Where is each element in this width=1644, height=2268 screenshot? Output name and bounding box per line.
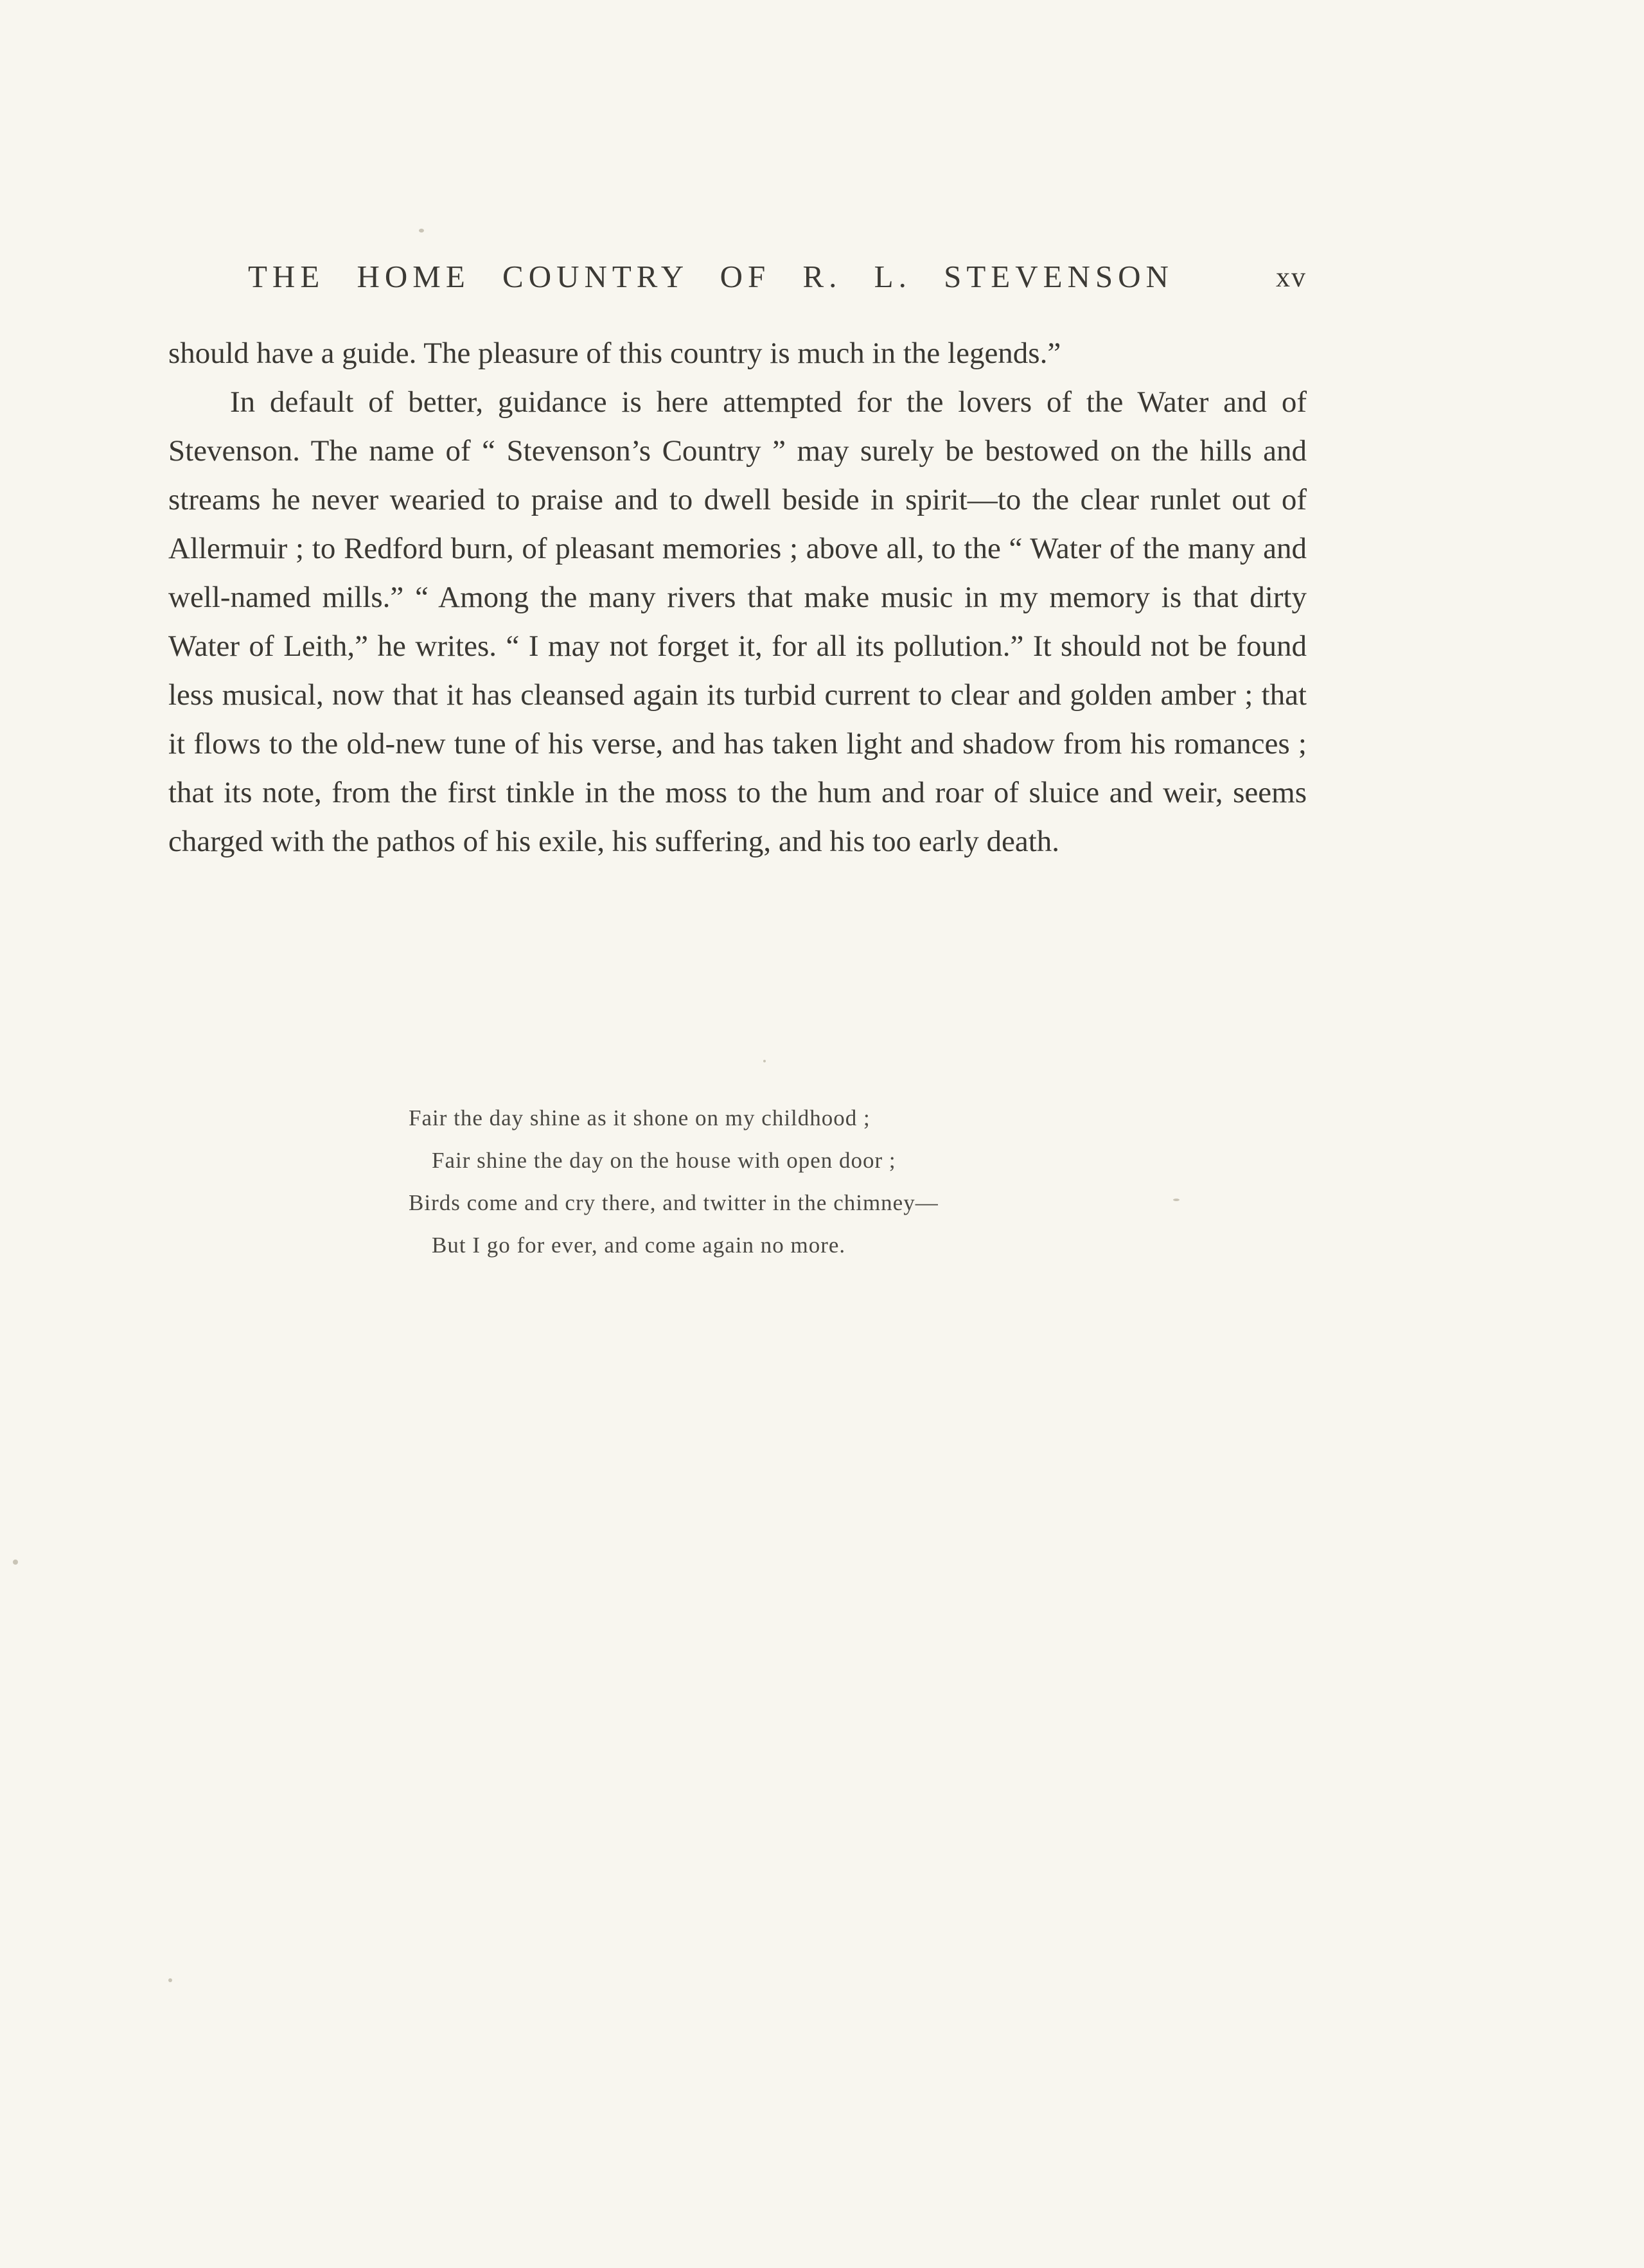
paper-speck [1173,1199,1180,1201]
page-number: xv [1276,261,1307,293]
paragraph: In default of better, guidance is here attempted for the lovers of the Water and of Stevenson. The name of “ Stevenson’s Country ” may surely be bestowed on the hills and streams he never wearied to praise and to dwell beside in spirit—to the clear runlet out of Allermuir ; to Redford burn, of pleasant memories ; above all, to the “ Water of the many and well-named mills.” “ Among the many rivers that make music in my memory is that dirty Water of Leith,” he writes. “ I may not forget it, for all its pollution.” It should not be found less musical, now that it has cleansed again its turbid current to clear and golden amber ; that it flows to the old-new tune of his verse, and has taken light and shadow from his romances ; that its note, from the first tinkle in the moss to the hum and roar of sluice and weir, seems charged with the pathos of his exile, his suffering, and his too early death. [168,385,1307,858]
paper-speck [168,1978,172,1982]
running-title: THE HOME COUNTRY OF R. L. STEVENSON [248,259,1174,294]
body-text [168,329,1307,866]
verse-line: But I go for ever, and come again no more. [432,1233,846,1258]
paper-speck [13,1560,18,1565]
verse-quotation [409,1097,1180,1267]
paragraph-continued: should have a guide. The pleasure of this country is much in the legends.” [168,337,1061,370]
paper-speck [419,229,424,233]
verse-line: Fair the day shine as it shone on my childhood ; [409,1105,871,1130]
running-head [168,258,1307,303]
paper-speck [763,1060,766,1062]
verse-line: Birds come and cry there, and twitter in the chimney— [409,1190,939,1215]
verse-line: Fair shine the day on the house with open door ; [432,1148,896,1173]
